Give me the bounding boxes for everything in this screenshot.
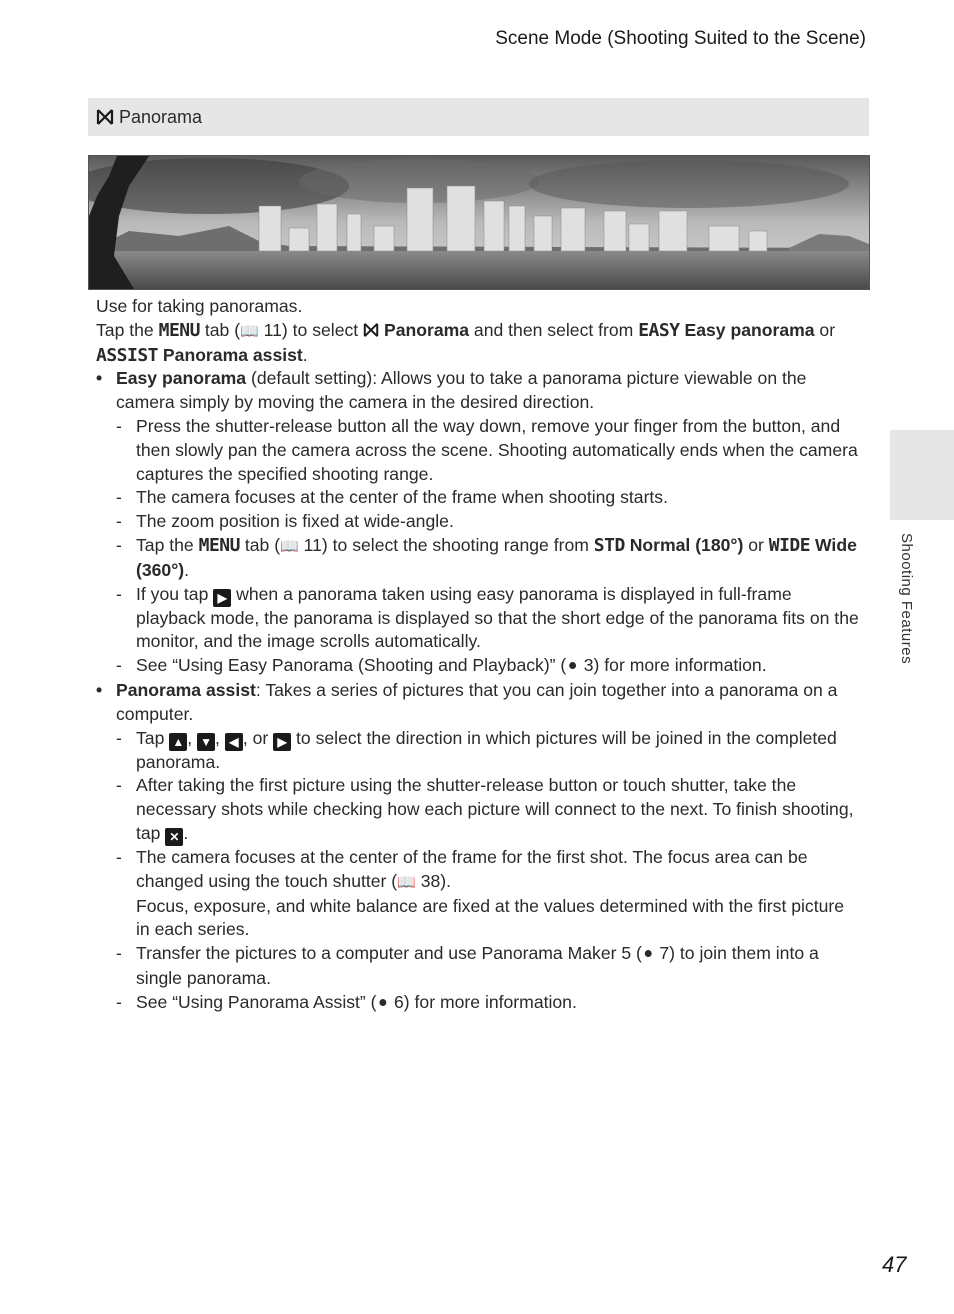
playback-icon: ▶ xyxy=(213,589,231,607)
menu-icon: MENU xyxy=(158,319,200,341)
list-item: - Tap the MENU tab (📖 11) to select the shooting range from STD Normal (180°) or WIDE Wide (360°). xyxy=(96,534,861,583)
section-title-bar xyxy=(88,98,869,136)
intro-instructions: Tap the MENU tab (📖 11) to select Panorama and then select from EASY Easy panorama or ASSIST Panorama assist. xyxy=(96,319,836,366)
chapter-label: Shooting Features xyxy=(898,533,915,665)
close-icon: ✕ xyxy=(165,828,183,846)
intro-line: Use for taking panoramas. xyxy=(96,296,303,316)
skyline-image xyxy=(89,156,869,289)
down-arrow-icon: ▼ xyxy=(197,733,215,751)
list-item: - See “Using Panorama Assist” (⚫ 6) for more information. xyxy=(96,991,861,1016)
body-text xyxy=(96,295,861,1016)
reference-section-icon: ⚫ xyxy=(641,945,655,964)
assist-icon: ASSIST xyxy=(96,344,159,366)
reference-section-icon: ⚫ xyxy=(376,993,390,1012)
list-item: - If you tap ▶ when a panorama taken using easy panorama is displayed in full-frame playback mode, the panorama is displayed so that the short edge of the panorama fits on the monitor, and the image scrolls automatically. xyxy=(96,583,861,655)
list-item: - The camera focuses at the center of the frame for the first shot. The focus area can be changed using the touch shutter (📖 38). xyxy=(96,846,861,895)
menu-icon: MENU xyxy=(198,534,240,556)
panorama-photo xyxy=(88,155,870,290)
panorama-icon xyxy=(363,322,379,338)
std-icon: STD xyxy=(593,534,625,556)
list-item-continuation: Focus, exposure, and white balance are fixed at the values determined with the first picture in each series. xyxy=(136,895,845,940)
bullet-easy-panorama: • Easy panorama (default setting): Allows you to take a panorama picture viewable on the camera simply by moving the camera in the desired direction. xyxy=(96,367,861,415)
bullet-panorama-assist: • Panorama assist: Takes a series of pictures that you can join together into a panorama on a computer. xyxy=(96,679,861,727)
list-item: - The zoom position is fixed at wide-angle. xyxy=(96,510,861,534)
list-item: - The camera focuses at the center of the frame when shooting starts. xyxy=(96,486,861,510)
panorama-icon xyxy=(96,108,114,126)
section-title: Panorama xyxy=(119,106,203,127)
list-item: - Tap ▲ , ▼ , ◀ , or ▶ to select the direction in which pictures will be joined in the completed panorama. xyxy=(96,727,861,775)
list-item: - Press the shutter-release button all the way down, remove your finger from the button, and then slowly pan the camera across the scene. Shooting automatically ends when the camera captures the specified shooting range. xyxy=(96,415,861,486)
book-ref-icon: 📖 xyxy=(240,321,259,340)
list-item: - After taking the first picture using the shutter-release button or touch shutter, take the necessary shots while checking how each picture will connect to the next. To finish shooting, tap ✕ . xyxy=(96,774,861,846)
book-ref-icon: 📖 xyxy=(280,536,299,555)
reference-section-icon: ⚫ xyxy=(566,657,579,676)
wide-icon: WIDE xyxy=(768,534,811,556)
right-arrow-icon: ▶ xyxy=(273,733,291,751)
up-arrow-icon: ▲ xyxy=(169,733,187,751)
list-item: - See “Using Easy Panorama (Shooting and Playback)” (⚫ 3) for more information. xyxy=(96,654,861,679)
easy-icon: EASY xyxy=(638,319,680,341)
chapter-tab xyxy=(890,430,954,520)
list-item: - Transfer the pictures to a computer and use Panorama Maker 5 (⚫ 7) to join them into a single panorama. xyxy=(96,942,861,991)
page-number: 47 xyxy=(882,1252,907,1277)
left-arrow-icon: ◀ xyxy=(225,733,243,751)
book-ref-icon: 📖 xyxy=(397,872,416,891)
running-header: Scene Mode (Shooting Suited to the Scene) xyxy=(495,28,866,49)
